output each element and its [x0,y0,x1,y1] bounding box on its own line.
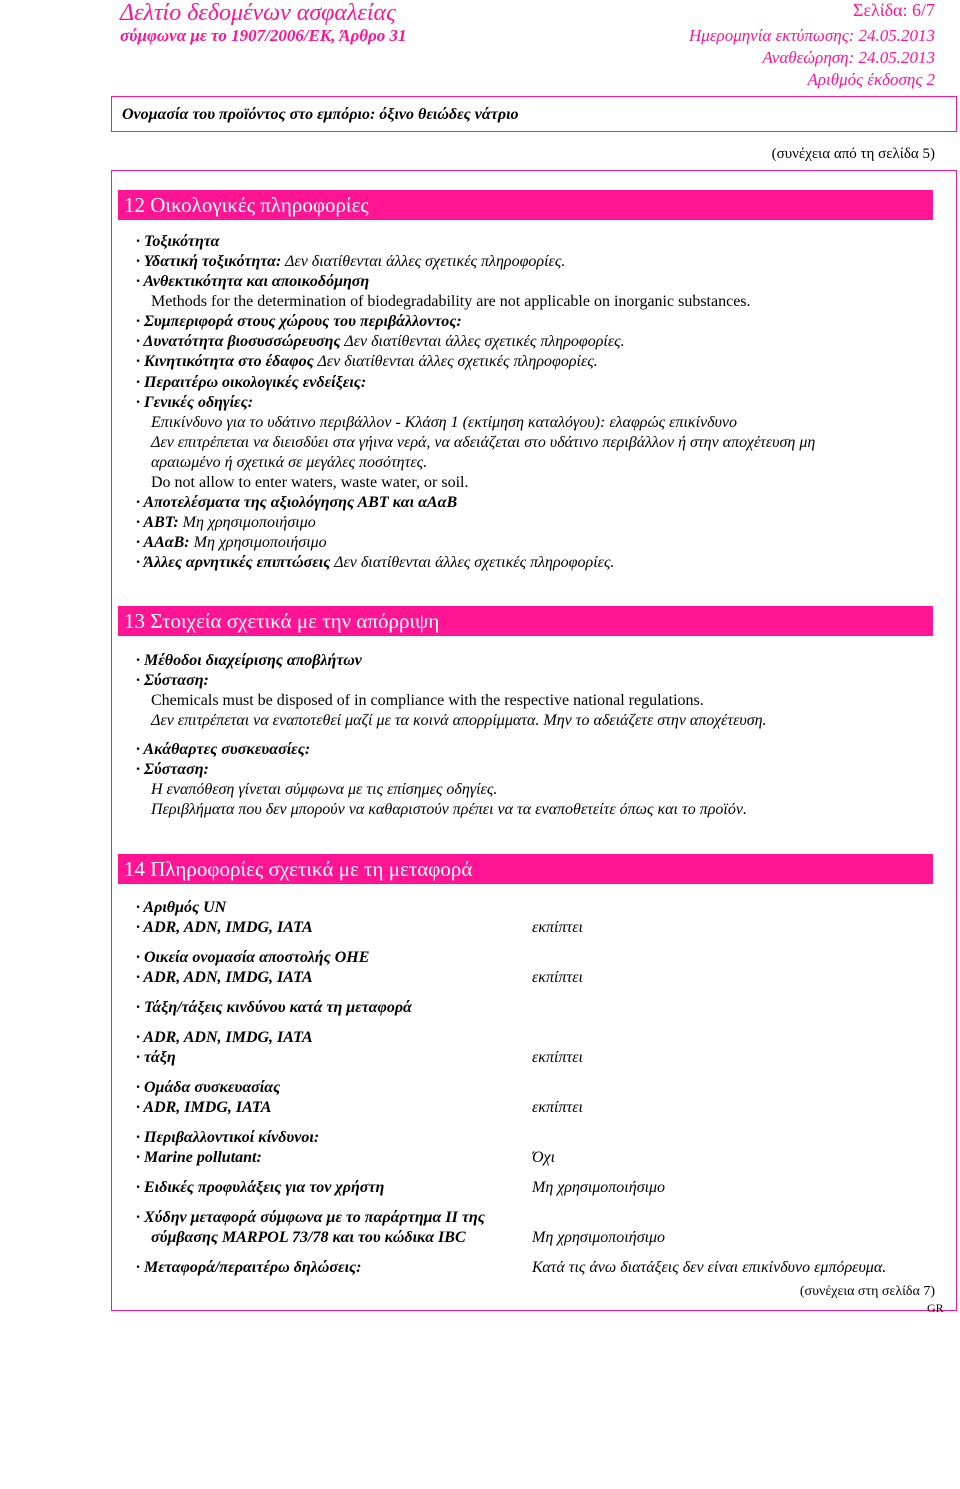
methods-text: Methods for the determination of biodegradability are not applicable on inorganic substances. [151,293,751,310]
ship-value: εκπίπτει [532,969,583,986]
hazard-text: Επικίνδυνο για το υδάτινο περιβάλλον - Κλάση 1 (εκτίμηση καταλόγου): ελαφρώς επικίνδυνο [151,414,738,431]
marine-pollutant-value: Όχι [532,1149,556,1166]
bulk-transport-label-1: · Χύδην μεταφορά σύμφωνα με το παράρτημα II της [136,1209,485,1226]
class-modes: · ADR, ADN, IMDG, IATA [136,1029,313,1046]
behaviour-heading: · Συμπεριφορά στους χώρους του περιβάλλοντος: [136,313,462,330]
other-effects: · Άλλες αρνητικές επιπτώσεις Δεν διατίθενται άλλες σχετικές πληροφορίες. [136,554,615,571]
disposal-text: Η εναπόθεση γίνεται σύμφωνα με τις επίσημες οδηγίες. [151,781,498,798]
not-allowed-text-1: Δεν επιτρέπεται να διεισδύει στα γήινα νερά, να αδειάζεται στο υδάτινο περιβάλλον ή στην αποχέτευση μη [151,434,816,451]
packaging-text: Περιβλήματα που δεν μπορούν να καθαριστούν πρέπει να τα εναποθετείτε όπως και το προϊόν. [151,801,747,818]
ship-name-heading: · Οικεία ονομασία αποστολής ΟΗΕ [136,949,370,966]
recommendation-2: · Σύσταση: [136,761,209,778]
recommendation-1: · Σύσταση: [136,672,209,689]
section-12-title: 12 Οικολογικές πληροφορίες [118,190,933,220]
document-title: Δελτίο δεδομένων ασφαλείας [120,0,396,26]
ship-modes: · ADR, ADN, IMDG, IATA [136,969,313,986]
chemicals-text: Chemicals must be disposed of in compliance with the respective national regulations. [151,692,704,709]
print-date: Ημερομηνία εκτύπωσης: 24.05.2013 [689,26,935,45]
general-heading: · Γενικές οδηγίες: [136,394,254,411]
un-number-heading: · Αριθμός UN [136,899,227,916]
precautions-label: · Ειδικές προφυλάξεις για τον χρήστη [136,1179,385,1196]
mobility: · Κινητικότητα στο έδαφος Δεν διατίθενται άλλες σχετικές πληροφορίες. [136,353,598,370]
pbt-results-heading: · Αποτελέσματα της αξιολόγησης ΑΒΤ και αΑαΒ [136,494,458,511]
bioaccumulation: · Δυνατότητα βιοσυσσώρευσης Δεν διατίθενται άλλες σχετικές πληροφορίες. [136,333,625,350]
marine-pollutant-label: · Marine pollutant: [136,1149,262,1166]
env-hazards-heading: · Περιβαλλοντικοί κίνδυνοι: [136,1129,320,1146]
precautions-value: Μη χρησιμοποιήσιμο [532,1179,666,1196]
packing-modes: · ADR, IMDG, IATA [136,1099,272,1116]
further-statements-value: Κατά τις άνω διατάξεις δεν είναι επικίνδυνο εμπόρευμα. [532,1259,887,1276]
bulk-transport-label-2: σύμβασης MARPOL 73/78 και του κώδικα IBC [151,1229,466,1246]
packing-value: εκπίπτει [532,1099,583,1116]
aquatic-toxicity: · Υδατική τοξικότητα: Δεν διατίθενται άλλες σχετικές πληροφορίες. [136,253,566,270]
page-number: Σελίδα: 6/7 [852,0,935,20]
continued-from: (συνέχεια από τη σελίδα 5) [771,146,935,162]
hazard-class-heading: · Τάξη/τάξεις κινδύνου κατά τη μεταφορά [136,999,412,1016]
uncleaned-heading: · Ακάθαρτες συσκευασίες: [136,741,311,758]
pbt-line: · ΑΒΤ: Μη χρησιμοποιήσιμο [136,514,316,531]
revision-date: Αναθεώρηση: 24.05.2013 [762,48,935,67]
section-13-title: 13 Στοιχεία σχετικά με την απόρριψη [118,606,933,636]
regulation-subtitle: σύμφωνα με το 1907/2006/ΕΚ, Άρθρο 31 [120,26,407,45]
packing-group-heading: · Ομάδα συσκευασίας [136,1079,281,1096]
un-value: εκπίπτει [532,919,583,936]
persistence-heading: · Ανθεκτικότητα και αποικοδόμηση [136,273,370,290]
bulk-transport-value: Μη χρησιμοποιήσιμο [532,1229,666,1246]
un-modes: · ADR, ADN, IMDG, IATA [136,919,313,936]
further-eco-heading: · Περαιτέρω οικολογικές ενδείξεις: [136,374,367,391]
further-statements-label: · Μεταφορά/περαιτέρω δηλώσεις: [136,1259,362,1276]
waste-methods-heading: · Μέθοδοι διαχείρισης αποβλήτων [136,652,362,669]
toxicity-heading: · Τοξικότητα [136,233,220,250]
class-label: · τάξη [136,1049,176,1066]
continued-to: (συνέχεια στη σελίδα 7) [799,1284,935,1299]
version-number: Αριθμός έκδοσης 2 [807,70,935,89]
do-not-allow-text: Do not allow to enter waters, waste water, or soil. [151,474,469,491]
class-value: εκπίπτει [532,1049,583,1066]
section-14-title: 14 Πληροφορίες σχετικά με τη μεταφορά [118,854,933,884]
not-with-household-text: Δεν επιτρέπεται να εναποτεθεί μαζί με τα κοινά απορρίμματα. Μην το αδειάζετε στην αποχέτευση. [151,712,767,729]
not-allowed-text-2: αραιωμένο ή σχετικά σε μεγάλες ποσότητες. [151,454,428,471]
language-code: GR [927,1301,944,1315]
vpvb-line: · ΑΑαΒ: Μη χρησιμοποιήσιμο [136,534,327,551]
product-name: Ονομασία του προϊόντος στο εμπόριο: όξινο θειώδες νάτριο [122,106,519,123]
